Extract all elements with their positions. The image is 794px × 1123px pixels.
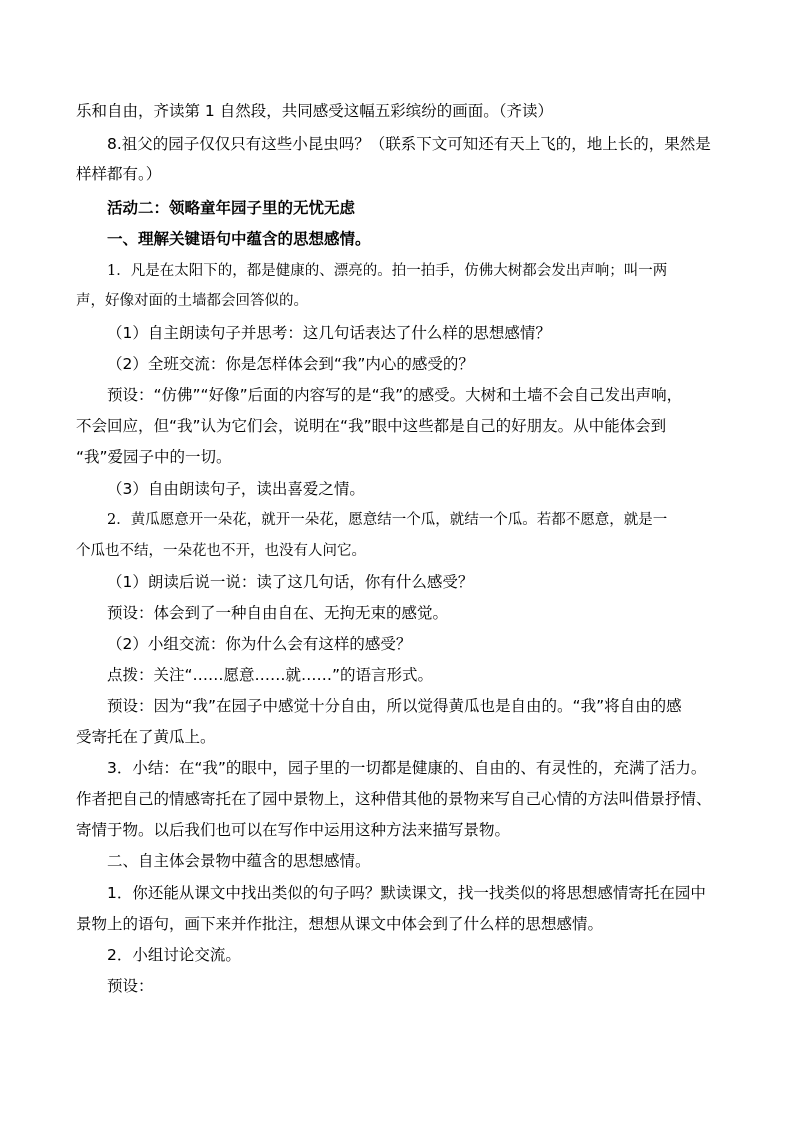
paragraph-line: 作者把自己的情感寄托在了园中景物上，这种借其他的景物来写自己心情的方法叫借景抒情、 xyxy=(76,790,712,808)
paragraph-line: （2）全班交流：你是怎样体会到“我”内心的感受的？ xyxy=(107,355,474,373)
paragraph-line: 不会回应，但“我”认为它们会，说明在“我”眼中这些都是自己的好朋友。从中能体会到 xyxy=(76,417,667,435)
quote-line: 1．凡是在太阳下的，都是健康的、漂亮的。拍一拍手，仿佛大树都会发出声响；叫一两 xyxy=(107,263,668,279)
paragraph-line: 景物上的语句，画下来并作批注，想想从课文中体会到了什么样的思想感情。 xyxy=(76,915,604,933)
quote-line: 个瓜也不结，一朵花也不开，也没有人问它。 xyxy=(76,543,366,559)
quote-line: 声，好像对面的土墙都会回答似的。 xyxy=(76,293,308,309)
paragraph-line: 1．你还能从课文中找出类似的句子吗？默读课文，找一找类似的将思想感情寄托在园中 xyxy=(107,884,706,902)
paragraph-line: （3）自由朗读句子，读出喜爱之情。 xyxy=(107,480,365,498)
paragraph-line: （1）朗读后说一说：读了这几句话，你有什么感受？ xyxy=(107,573,474,591)
paragraph-line: （2）小组交流：你为什么会有这样的感受？ xyxy=(107,635,412,653)
section-heading: 一、理解关键语句中蕴含的思想感情。 xyxy=(107,230,371,248)
paragraph-line: 寄情于物。以后我们也可以在写作中运用这种方法来描写景物。 xyxy=(76,821,511,839)
paragraph-line: 样样都有。） xyxy=(76,165,162,183)
paragraph-line: 受寄托在了黄瓜上。 xyxy=(76,728,216,746)
paragraph-line: 预设：因为“我”在园子中感觉十分自由，所以觉得黄瓜也是自由的。“我”将自由的感 xyxy=(107,697,682,715)
activity-heading: 活动二：领略童年园子里的无忧无虑 xyxy=(107,199,356,217)
paragraph-line: 预设：体会到了一种自由自在、无拘无束的感觉。 xyxy=(107,604,449,622)
paragraph-line: （1）自主朗读句子并思考：这几句话表达了什么样的思想感情？ xyxy=(107,324,551,342)
paragraph-line: 3．小结：在“我”的眼中，园子里的一切都是健康的、自由的、有灵性的，充满了活力。 xyxy=(107,759,707,777)
paragraph-line: 8.祖父的园子仅仅只有这些小昆虫吗？（联系下文可知还有天上飞的，地上长的，果然是 xyxy=(107,135,711,153)
section-heading: 二、自主体会景物中蕴含的思想感情。 xyxy=(107,852,371,870)
quote-line: 2．黄瓜愿意开一朵花，就开一朵花，愿意结一个瓜，就结一个瓜。若都不愿意，就是一 xyxy=(107,512,668,528)
paragraph-line: 预设： xyxy=(107,977,154,995)
paragraph-line: 预设：“仿佛”“好像”后面的内容写的是“我”的感受。大树和土墙不会自己发出声响， xyxy=(107,386,683,404)
paragraph-line: 乐和自由，齐读第 1 自然段，共同感受这幅五彩缤纷的画面。（齐读） xyxy=(76,102,553,120)
paragraph-line: “我”爱园子中的一切。 xyxy=(76,448,232,466)
paragraph-line: 点拨：关注“……愿意……就……”的语言形式。 xyxy=(107,666,434,684)
paragraph-line: 2．小组讨论交流。 xyxy=(107,946,241,964)
